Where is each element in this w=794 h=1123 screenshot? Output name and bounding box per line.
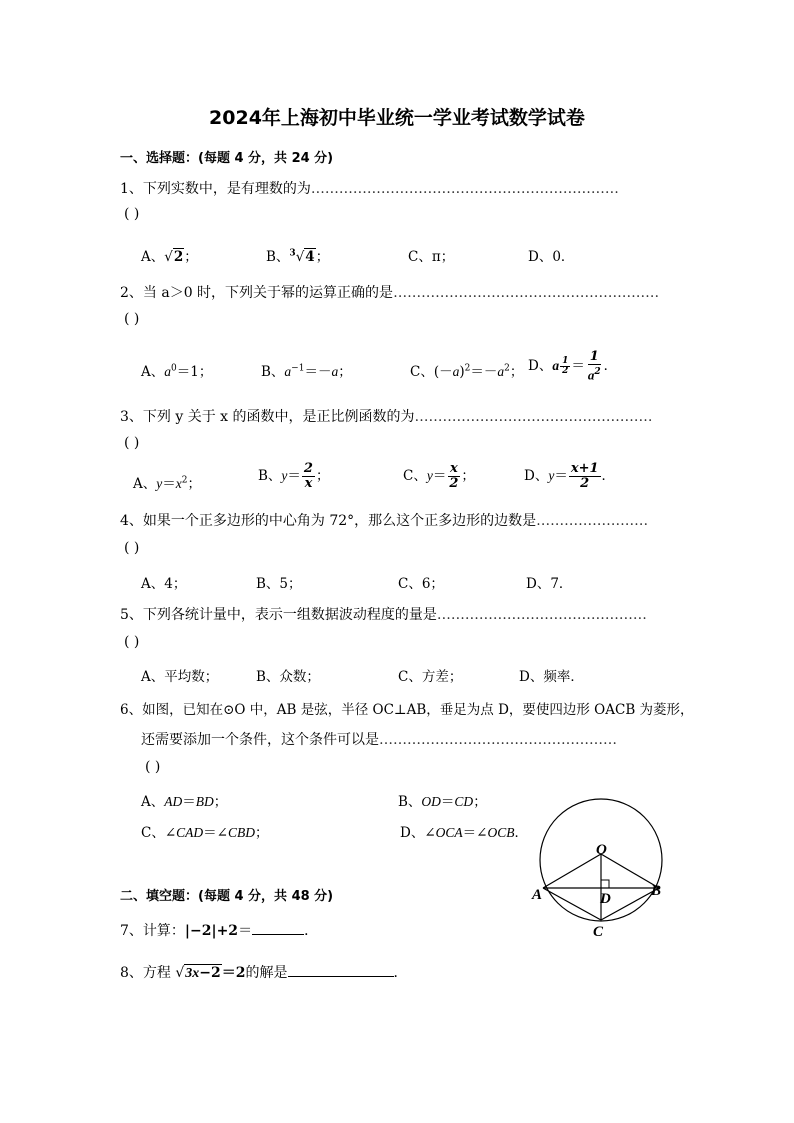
label-a: A <box>532 887 543 903</box>
question-6-stem-line-2 <box>141 729 617 749</box>
question-4-option-a: A、4； <box>141 576 187 592</box>
question-3-text: 3、下列 y 关于 x 的函数中，是正比例函数的为 <box>120 409 415 425</box>
page-title: 2024年上海初中毕业统一学业考试数学试卷 <box>209 107 585 129</box>
leader-dots: ………………………………………………… <box>393 285 660 301</box>
question-8: 8、方程 √3x−2＝2的解是 ． <box>120 965 408 981</box>
question-6-option-a: A、AD＝BD； <box>141 794 228 810</box>
geometry-figure <box>526 792 676 944</box>
question-4-option-d: D、7． <box>526 576 573 592</box>
leader-dots: …………………………………………… <box>414 409 653 425</box>
label-b: B <box>651 883 662 899</box>
segment-ac <box>543 888 601 920</box>
question-1-option-a: A、√2； <box>141 249 198 265</box>
question-1-stem <box>120 178 619 198</box>
question-4-option-c: C、6； <box>398 576 444 592</box>
answer-blank[interactable] <box>252 934 304 935</box>
label-o: O <box>596 842 607 858</box>
question-3-option-b: B、y＝ $\frac{2}{x}$ ； <box>258 461 330 491</box>
question-6-text: 还需要添加一个条件，这个条件可以是 <box>141 732 379 748</box>
question-1-option-c: C、π； <box>408 249 455 265</box>
label-c: C <box>593 924 604 940</box>
question-3-option-a: A、$y=x^2$； <box>133 475 201 492</box>
right-angle-mark <box>601 880 609 888</box>
label-d: D <box>600 891 611 907</box>
answer-paren: ( ) <box>124 435 140 451</box>
question-6-option-c: C、∠CAD＝∠CBD； <box>141 825 269 841</box>
question-2-option-b: B、$a^{-1}=-a$； <box>261 363 352 380</box>
question-7: 7、计算：|−2|+2＝ ． <box>120 923 319 939</box>
question-1-text: 1、下列实数中，是有理数的为 <box>120 181 311 197</box>
answer-paren: ( ) <box>145 759 161 775</box>
question-5-option-a: A、平均数； <box>141 669 219 685</box>
leader-dots: ……………………………………… <box>436 607 647 623</box>
question-4-text: 4、如果一个正多边形的中心角为 72°，那么这个正多边形的边数是 <box>120 513 537 529</box>
question-2-text: 2、当 a＞0 时，下列关于幂的运算正确的是 <box>120 285 394 301</box>
question-8-period: ． <box>393 965 408 981</box>
question-5-option-b: B、众数； <box>256 669 320 685</box>
segment-oa <box>543 854 601 888</box>
question-4-stem <box>120 510 648 530</box>
section-2-header: 二、填空题：(每题 4 分，共 48 分) <box>120 889 334 904</box>
section-1-header: 一、选择题：(每题 4 分，共 24 分) <box>120 151 334 166</box>
question-5-option-c: C、方差； <box>398 669 463 685</box>
question-3-option-d: D、y＝ $\frac{x+1}{2}$ ． <box>524 461 616 491</box>
leader-dots: …………………………………………… <box>379 732 617 748</box>
question-5-option-d: D、频率． <box>519 669 584 685</box>
question-7-period: ． <box>304 923 319 939</box>
leader-dots: …………………… <box>536 513 649 529</box>
answer-paren: ( ) <box>124 540 140 556</box>
question-5-stem <box>120 604 647 624</box>
answer-paren: ( ) <box>124 634 140 650</box>
question-6-option-d: D、∠OCA＝∠OCB． <box>400 825 528 841</box>
question-3-stem <box>120 406 653 426</box>
question-5-text: 5、下列各统计量中，表示一组数据波动程度的量是 <box>120 607 437 623</box>
question-6-stem-line-1: 6、如图，已知在⊙O 中，AB 是弦，半径 OC⊥AB，垂足为点 D，要使四边形 OACB 为菱形， <box>120 702 694 718</box>
question-1-option-d: D、0． <box>528 249 575 265</box>
leader-dots: ………………………………………………………… <box>310 181 619 197</box>
answer-paren: ( ) <box>124 206 140 222</box>
question-2-option-c: C、$(-a)^2=-a^2$； <box>410 363 524 380</box>
question-2-option-a: A、$a^0=1$； <box>141 363 213 380</box>
question-2-option-d: D、a $\frac{1}{2}$ ＝ $\frac{1}{a^2}$ ． <box>528 349 618 383</box>
question-1-option-b: B、$^3$√4； <box>266 248 330 265</box>
question-2-stem <box>120 282 659 302</box>
question-4-option-b: B、5； <box>256 576 302 592</box>
answer-paren: ( ) <box>124 311 140 327</box>
answer-blank[interactable] <box>288 976 394 977</box>
question-6-option-b: B、OD＝CD； <box>398 794 487 810</box>
question-3-option-c: C、y＝ $\frac{x}{2}$ ； <box>403 461 475 491</box>
